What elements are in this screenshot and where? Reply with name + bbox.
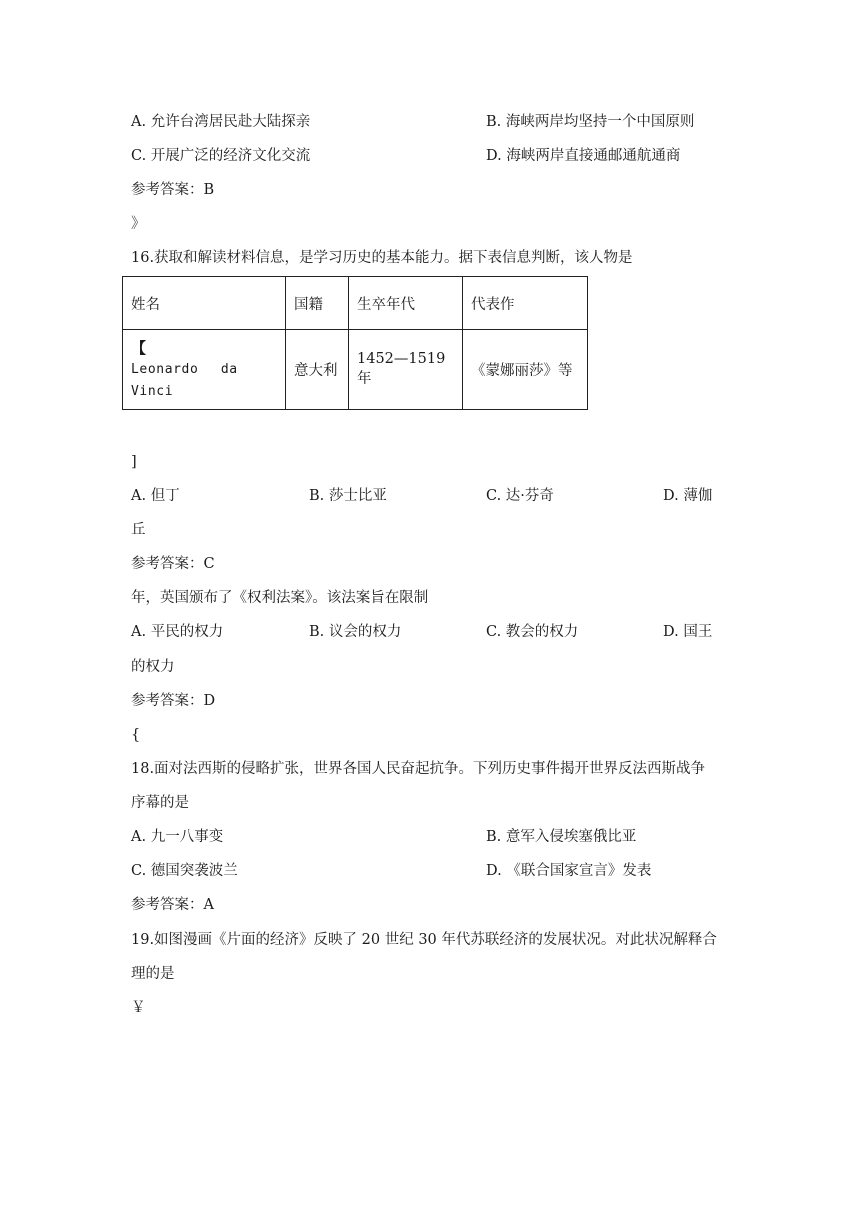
q19-stray-mark: ￥: [131, 1000, 146, 1016]
q16-stray-mark: ]: [131, 454, 137, 470]
q19-stem-line1: 19.如图漫画《片面的经济》反映了 20 世纪 30 年代苏联经济的发展状况。对此状况解释合: [131, 932, 717, 948]
q17-stray-mark: {: [131, 727, 141, 743]
q16-option-d: D. 薄伽: [663, 488, 713, 504]
table-header-row: [123, 277, 588, 330]
cell-years: 1452—1519 年: [349, 330, 463, 410]
q16-stem: 16.获取和解读材料信息，是学习历史的基本能力。据下表信息判断，该人物是: [131, 250, 633, 266]
q17-option-c: C. 教会的权力: [486, 624, 579, 640]
q17-answer: 参考答案：D: [131, 693, 216, 709]
header-work: 代表作: [463, 277, 588, 330]
q16-answer: 参考答案：C: [131, 556, 215, 572]
q17-option-b: B. 议会的权力: [309, 624, 402, 640]
q17-option-d: D. 国王: [663, 624, 713, 640]
name-latin: Leonardo da Vinci: [131, 361, 238, 399]
q18-option-c: C. 德国突袭波兰: [131, 863, 238, 879]
table-row: [123, 330, 588, 410]
q15-option-c: C. 开展广泛的经济文化交流: [131, 148, 311, 164]
q15-option-d: D. 海峡两岸直接通邮通航通商: [486, 148, 681, 164]
q15-stray-mark: 》: [131, 216, 146, 232]
name-mark: 【: [131, 338, 147, 357]
q19-stem-line2: 理的是: [131, 966, 175, 982]
q18-answer: 参考答案：A: [131, 897, 214, 913]
q16-option-d-continued: 丘: [131, 522, 146, 538]
cell-name: [123, 330, 286, 410]
q18-option-a: A. 九一八事变: [131, 829, 224, 845]
header-name: 姓名: [123, 277, 286, 330]
q15-option-a: A. 允许台湾居民赴大陆探亲: [131, 114, 311, 130]
q17-option-d-continued: 的权力: [131, 659, 175, 675]
q17-stem: 年，英国颁布了《权利法案》。该法案旨在限制: [131, 590, 429, 606]
header-nationality: 国籍: [286, 277, 349, 330]
header-years: 生卒年代: [349, 277, 463, 330]
q15-option-b: B. 海峡两岸均坚持一个中国原则: [486, 114, 695, 130]
cell-nationality: 意大利: [286, 330, 349, 410]
q16-info-table: [122, 276, 588, 410]
q18-option-d: D. 《联合国家宣言》发表: [486, 863, 652, 879]
q18-stem-line1: 18.面对法西斯的侵略扩张，世界各国人民奋起抗争。下列历史事件揭开世界反法西斯战争: [131, 761, 706, 777]
q18-stem-line2: 序幕的是: [131, 795, 189, 811]
q18-option-b: B. 意军入侵埃塞俄比亚: [486, 829, 637, 845]
q17-option-a: A. 平民的权力: [131, 624, 224, 640]
cell-work: 《蒙娜丽莎》等: [463, 330, 588, 410]
q16-option-c: C. 达·芬奇: [486, 488, 554, 504]
q16-option-b: B. 莎士比亚: [309, 488, 387, 504]
q16-option-a: A. 但丁: [131, 488, 180, 504]
q15-answer: 参考答案：B: [131, 182, 215, 198]
